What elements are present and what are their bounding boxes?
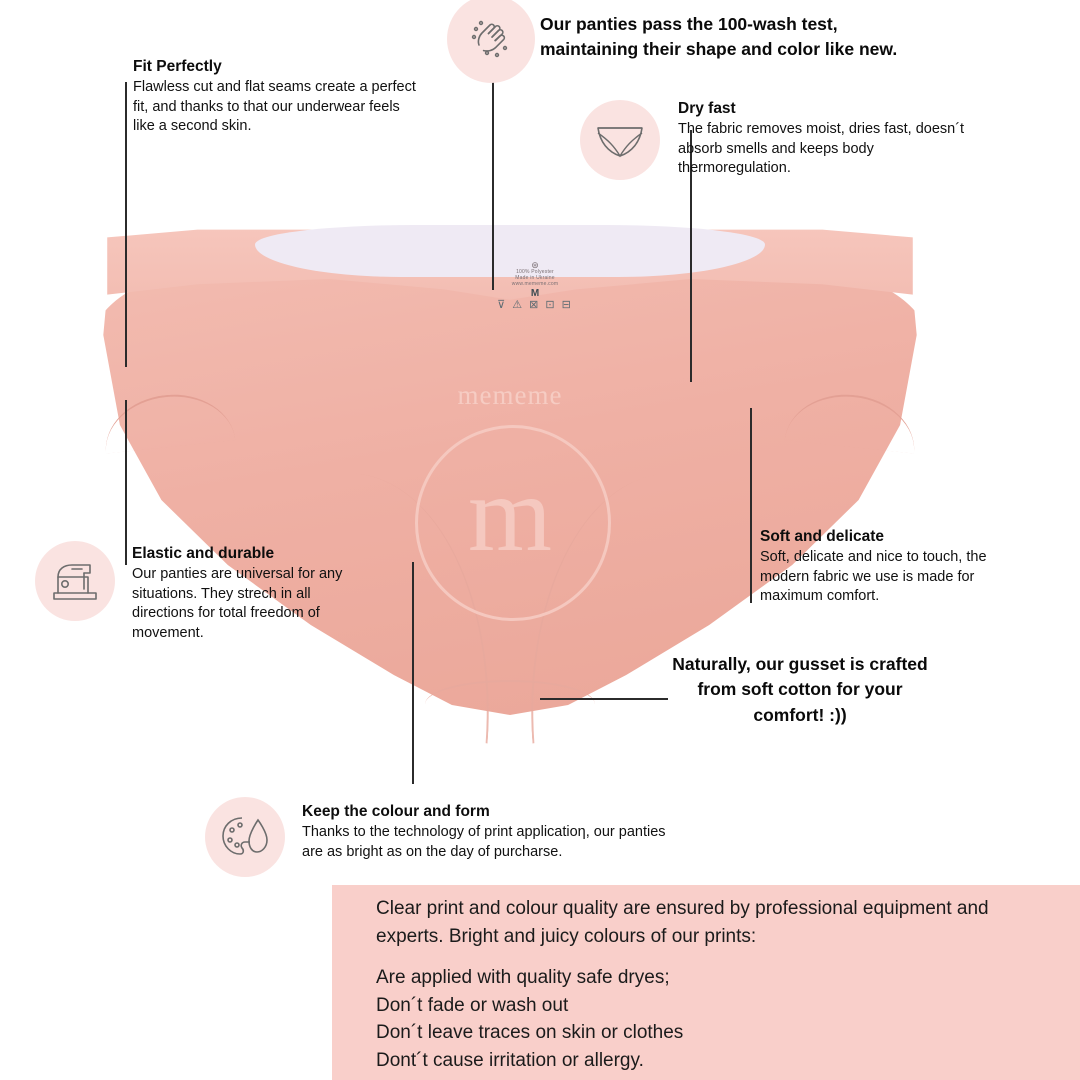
brand-wordmark: mememe: [457, 380, 563, 410]
print-quality-bullet-4: Dont´t cause irritation or allergy.: [376, 1049, 644, 1071]
callout-fit-perfectly: [133, 58, 423, 137]
callout-line-2: maintaining their shape and color like new.: [540, 39, 898, 60]
care-label-icon: ⊛: [531, 260, 539, 270]
callout-title: Dry fast: [678, 100, 736, 117]
callout-body: Thanks to the technology of print applicatioη, our panties are as bright as on the day of purcharse.: [302, 824, 666, 860]
leader-line-soft-delicate: [750, 408, 752, 603]
palette-droplet-icon: [220, 814, 270, 860]
callout-title: Keep the colour and form: [302, 803, 490, 820]
panties-icon: [594, 120, 646, 160]
bubble-elastic-durable: [35, 541, 115, 621]
callout-gusset: [650, 652, 950, 728]
callout-keep-colour-form: [302, 803, 682, 862]
callout-line-2: from soft cotton for your: [697, 679, 903, 700]
leader-line-fit-perfectly: [125, 82, 127, 367]
callout-title: Elastic and durable: [132, 545, 275, 562]
print-quality-bullet-3: Don´t leave traces on skin or clothes: [376, 1022, 684, 1044]
callout-title: Fit Perfectly: [133, 58, 222, 75]
callout-soft-delicate: [760, 528, 1010, 607]
bubble-dry-fast: [580, 100, 660, 180]
callout-body: The fabric removes moist, dries fast, doesn´t absorb smells and keeps body thermoregulation.: [678, 121, 965, 177]
callout-body: Our panties are universal for any situations. They strech in all directions for total freedom of movement.: [132, 566, 343, 641]
callout-line-1: Our panties pass the 100-wash test,: [540, 14, 838, 34]
sewing-machine-icon: [50, 559, 100, 603]
print-quality-text: [376, 895, 1056, 1074]
brand-letter: m: [467, 455, 552, 574]
print-quality-bullet-2: Don´t fade or wash out: [376, 994, 569, 1016]
print-quality-intro: Clear print and colour quality are ensured by professional equipment and experts. Bright and juicy colours of our prints:: [376, 898, 989, 947]
callout-dry-fast: [678, 100, 978, 179]
callout-elastic-durable: [132, 545, 367, 643]
leader-line-gusset: [540, 698, 668, 700]
print-quality-panel: [332, 885, 1080, 1080]
bubble-wash-test: [447, 0, 535, 83]
callout-wash-test: [540, 12, 970, 63]
care-label-symbols: ⊽ ⚠ ⊠ ⊡ ⊟: [497, 299, 573, 312]
spacer: [376, 950, 1056, 964]
bubble-keep-colour: [205, 797, 285, 877]
callout-line-3: comfort! :)): [753, 704, 847, 725]
product-illustration: [95, 225, 925, 725]
leader-line-elastic-durable: [125, 400, 127, 565]
callout-body: Flawless cut and flat seams create a perfect fit, and thanks to that our underwear feels like a second skin.: [133, 79, 416, 135]
callout-line-1: Naturally, our gusset is crafted: [672, 654, 928, 674]
leader-line-keep-colour: [412, 562, 414, 784]
care-label-size: M: [530, 287, 540, 299]
care-label-fineprint: 100% Polyester Made in Ukraine www.mememe.com: [511, 269, 559, 287]
print-quality-bullet-1: Are applied with quality safe dryes;: [376, 967, 670, 989]
callout-body: Soft, delicate and nice to touch, the modern fabric we use is made for maximum comfort.: [760, 549, 987, 605]
hand-washing-icon: [467, 15, 515, 63]
leader-line-wash-test: [492, 60, 494, 290]
callout-title: Soft and delicate: [760, 528, 885, 545]
